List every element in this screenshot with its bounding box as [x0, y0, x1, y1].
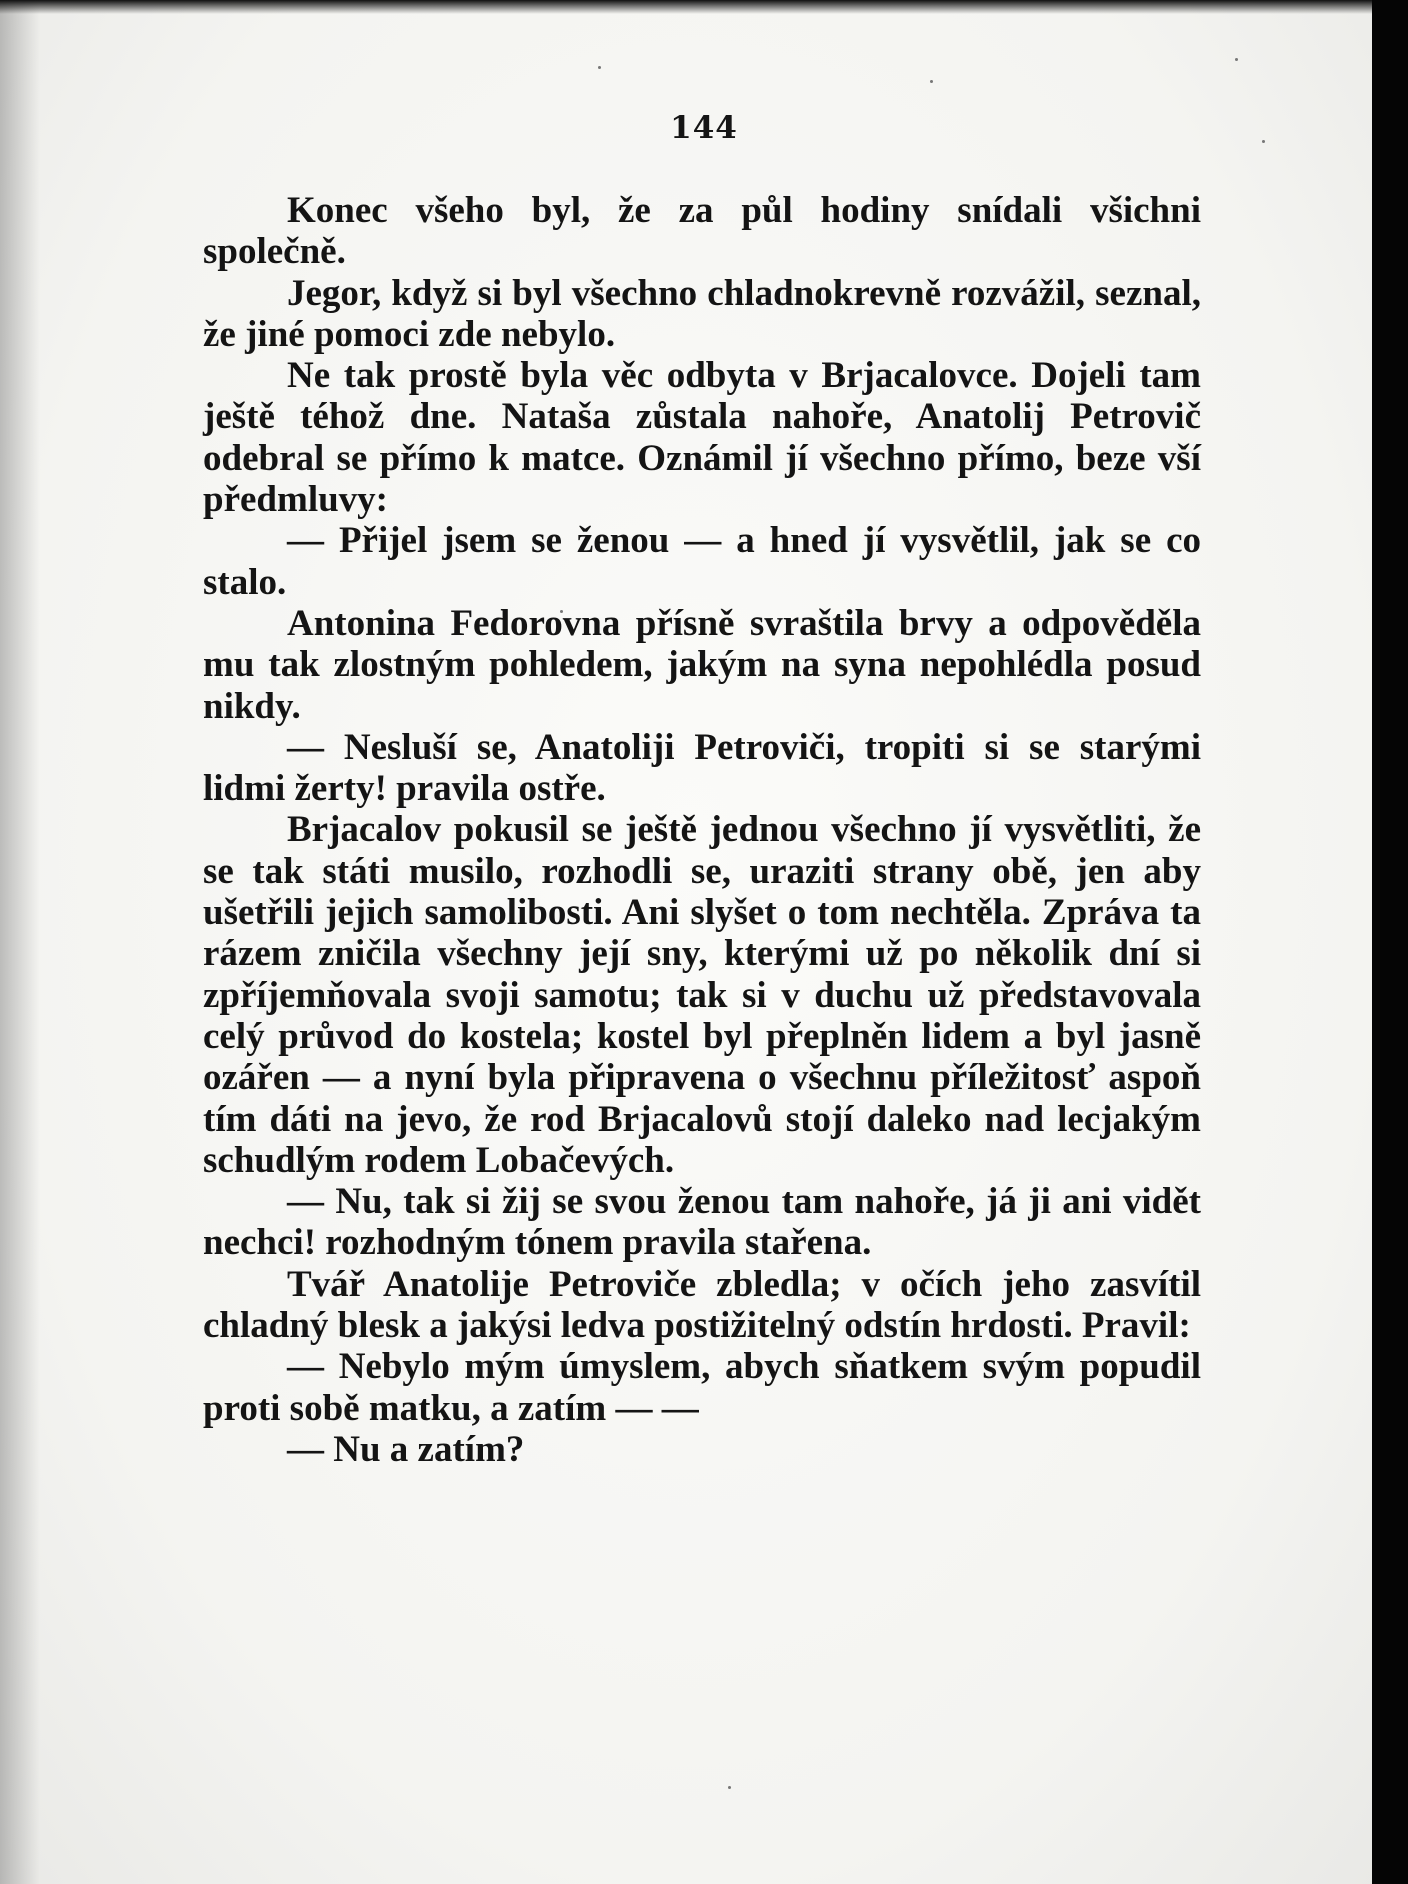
paragraph: Tvář Anatolije Petroviče zbledla; v očích jeho zasvítil chladný blesk a jakýsi ledva postižitelný odstín hrdosti. Pravil:: [203, 1263, 1201, 1347]
paragraph: Antonina Fedorovna přísně svraštila brvy a odpověděla mu tak zlostným pohledem, jakým na syna nepohlédla posud nikdy.: [203, 602, 1201, 727]
paper-speck: [598, 66, 601, 69]
scan-right-border: [1372, 0, 1408, 1884]
paragraph: — Nu, tak si žij se svou ženou tam nahoře, já ji ani vidět nechci! rozhodným tónem pravila stařena.: [203, 1181, 1201, 1264]
paragraph: Jegor, když si byl všechno chladnokrevně rozvážil, seznal, že jiné pomoci zde nebylo.: [203, 272, 1201, 355]
paragraph: — Přijel jsem se ženou — a hned jí vysvětlil, jak se co stalo.: [203, 520, 1201, 603]
paragraph: — Nebylo mým úmyslem, abych sňatkem svým popudil proti sobě matku, a zatím — —: [203, 1346, 1201, 1429]
paragraph: Brjacalov pokusil se ještě jednou všechno jí vysvětliti, že se tak státi musilo, rozhodli se, uraziti strany obě, jen aby ušetřili jejich samolibosti. Ani slyšet o tom nechtěla. Zpráva ta rázem zničila všechny její sny, kterými už po několik dní si zpříjemňovala svoji samotu; tak si v duchu už představovala celý průvod do kostela; kostel byl přeplněn lidem a byl jasně ozářen — a nyní byla připravena o všechnu příležitosť aspoň tím dáti na jevo, že rod Brjacalovů stojí daleko nad lecjakým schudlým rodem Lobačevých.: [203, 809, 1201, 1181]
paragraph: — Nesluší se, Anatoliji Petroviči, tropiti si se starými lidmi žerty! pravila ostře.: [203, 726, 1201, 810]
page-gutter-shadow: [0, 0, 40, 1884]
paragraph: Ne tak prostě byla věc odbyta v Brjacalovce. Dojeli tam ještě téhož dne. Nataša zůstala nahoře, Anatolij Petrovič odebral se přímo k matce. Oznámil jí všechno přímo, beze vší předmluvy:: [203, 355, 1201, 521]
page-number: 144: [670, 110, 738, 146]
scan-top-border: [0, 0, 1378, 14]
paragraph: — Nu a zatím?: [287, 1428, 525, 1470]
paper-speck: [930, 80, 933, 83]
paragraph: Konec všeho byl, že za půl hodiny snídali všichni společně.: [203, 190, 1201, 273]
paper-speck: [1235, 58, 1238, 61]
paper-speck: [728, 1786, 731, 1789]
body-text: [203, 190, 1201, 1470]
